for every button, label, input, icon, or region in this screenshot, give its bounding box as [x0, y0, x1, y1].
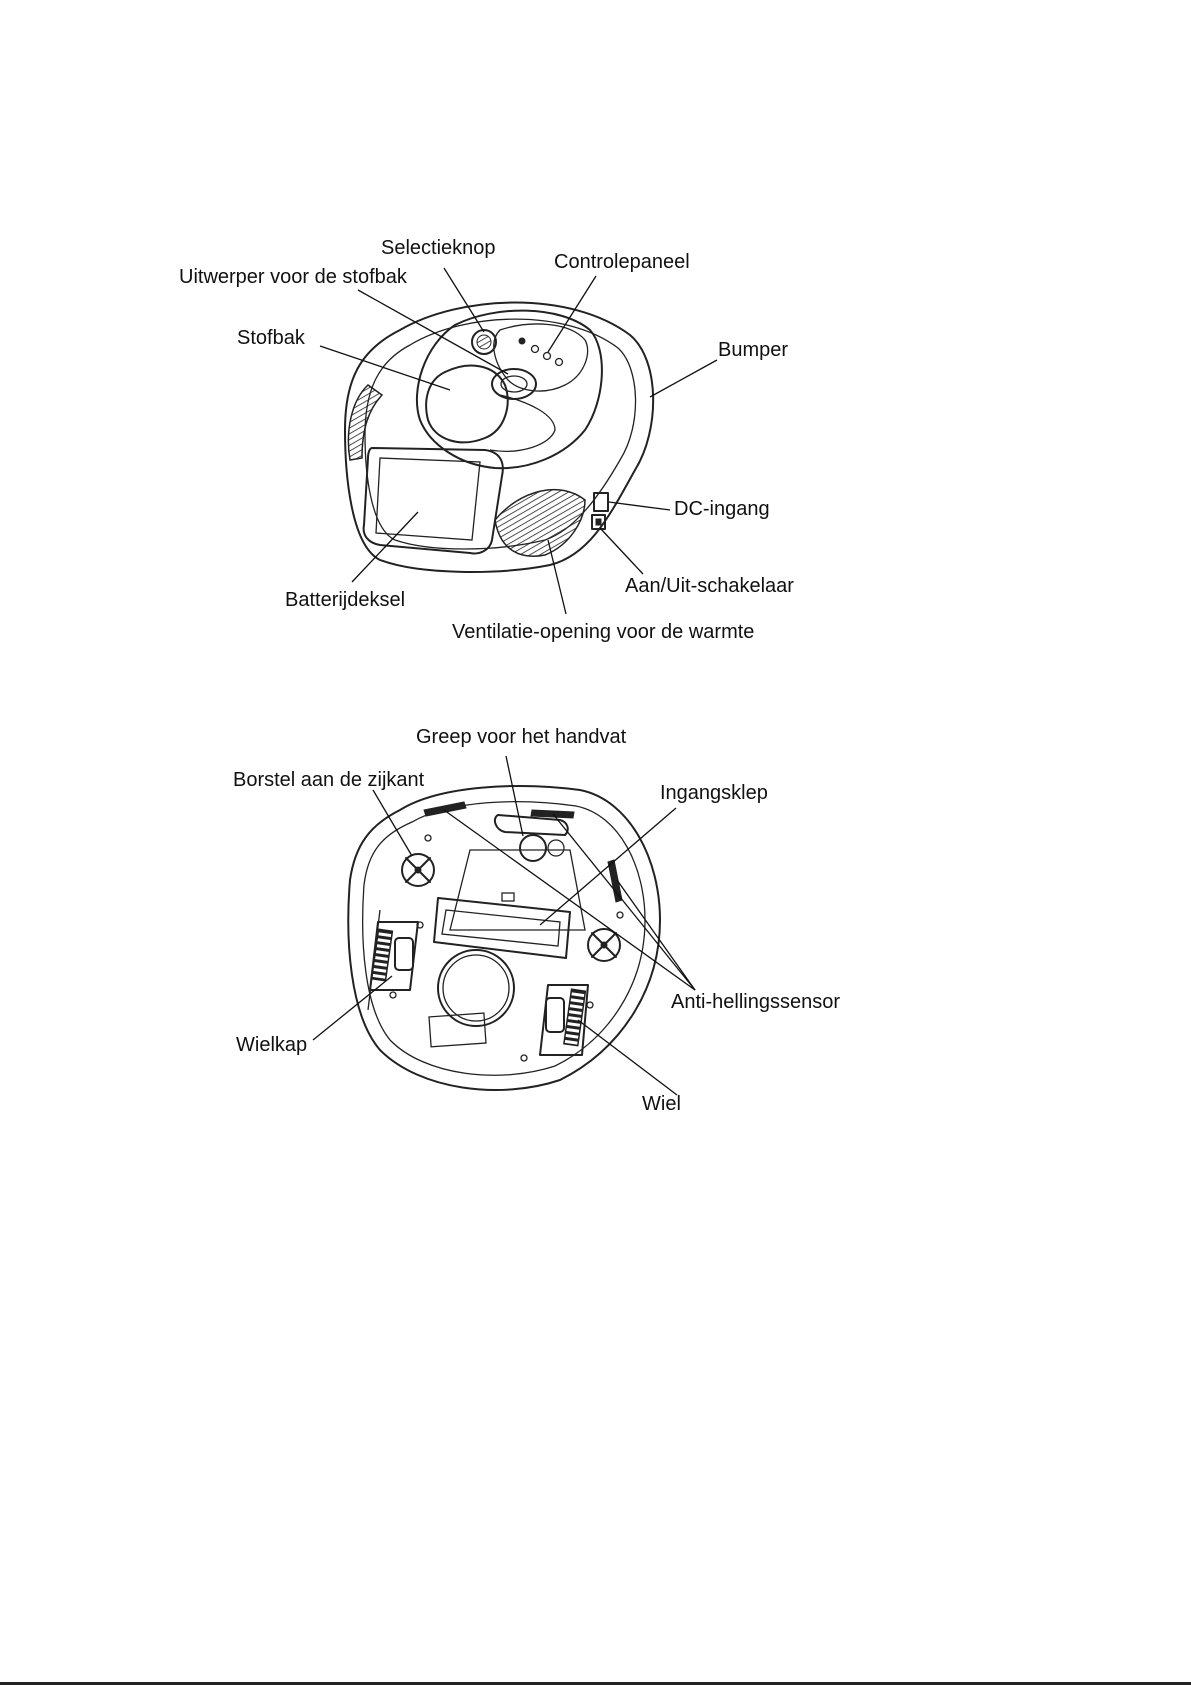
leader-anti-tilt-3 — [617, 880, 695, 990]
top-view-robot — [345, 303, 653, 572]
leader-power-switch — [600, 528, 643, 574]
indicator-led-2 — [532, 346, 539, 353]
heat-vent-right — [495, 490, 585, 557]
leader-wheel — [578, 1020, 677, 1095]
wheel-left — [372, 929, 393, 980]
battery-compartment — [438, 950, 514, 1026]
label-handle-grip: Greep voor het handvat — [416, 726, 627, 748]
wheel-right-hub — [546, 998, 564, 1032]
castor-pivot — [548, 840, 564, 856]
anti-tilt-sensor-2 — [531, 810, 574, 818]
leader-handle-grip — [506, 756, 523, 836]
label-anti-tilt-sensor: Anti-hellingssensor — [671, 991, 840, 1013]
inlet-valve-flap[interactable] — [442, 910, 560, 946]
label-side-brush: Borstel aan de zijkant — [233, 769, 425, 791]
leader-wheel-cover — [313, 976, 392, 1040]
anti-tilt-sensor-3 — [608, 860, 622, 902]
inlet-clip — [502, 893, 514, 901]
label-heat-vent: Ventilatie-opening voor de warmte — [452, 621, 755, 643]
leader-dc-input — [609, 502, 670, 510]
label-inlet-valve: Ingangsklep — [660, 782, 768, 804]
top-view-leaders — [320, 268, 717, 614]
side-brush-left[interactable] — [402, 854, 434, 886]
dc-input-port[interactable] — [594, 493, 608, 511]
indicator-led-1 — [519, 338, 525, 344]
power-switch-toggle — [596, 519, 601, 525]
label-battery-cover: Batterijdeksel — [285, 589, 406, 611]
label-dustbin: Stofbak — [237, 327, 305, 349]
label-dc-input: DC-ingang — [674, 498, 770, 520]
control-panel-plate — [494, 324, 588, 391]
anti-tilt-sensor-1 — [424, 802, 466, 816]
selection-knob-grip — [477, 335, 491, 349]
wheel-left-hub — [395, 938, 413, 970]
bottom-view-robot — [348, 786, 660, 1090]
dustbin-handle-rim — [490, 395, 555, 451]
leader-anti-tilt-2 — [553, 814, 695, 990]
leader-selection-button — [444, 268, 484, 332]
indicator-led-4 — [556, 359, 563, 366]
label-selection-button: Selectieknop — [381, 237, 496, 259]
battery-cover-inner — [376, 458, 480, 540]
top-cap — [417, 311, 602, 469]
label-control-panel: Controlepaneel — [554, 251, 690, 273]
label-bumper: Bumper — [718, 339, 789, 361]
indicator-led-3 — [544, 353, 551, 360]
rating-plate — [429, 1013, 486, 1047]
inlet-channel — [434, 898, 570, 958]
wheel-right — [564, 989, 586, 1045]
bottom-view-leaders — [313, 756, 695, 1095]
leader-dustbin-ejector — [358, 290, 508, 374]
leader-inlet-valve — [540, 808, 676, 925]
label-wheel: Wiel — [642, 1093, 681, 1115]
label-power-switch: Aan/Uit-schakelaar — [625, 575, 794, 597]
castor-wheel — [520, 835, 546, 861]
label-wheel-cover: Wielkap — [236, 1034, 308, 1056]
leader-anti-tilt-1 — [444, 810, 695, 990]
side-brush-right[interactable] — [588, 929, 620, 961]
leader-bumper — [650, 360, 717, 397]
label-dustbin-ejector: Uitwerper voor de stofbak — [179, 266, 407, 288]
leader-heat-vent — [548, 540, 566, 614]
